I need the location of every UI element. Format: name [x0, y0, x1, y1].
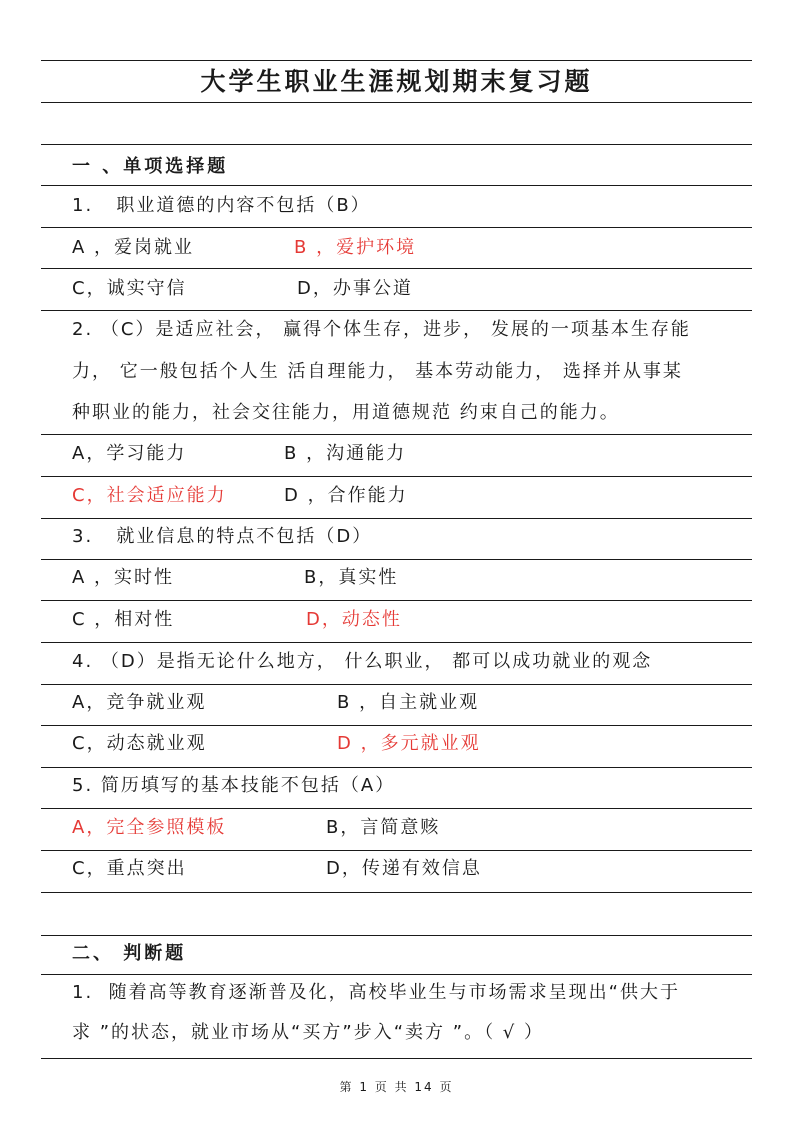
rule [41, 767, 752, 768]
tf-question-1-line-2: 求 ”的状态，就业市场从“买方”步入“卖方 ”。（ √ ） [72, 1022, 544, 1043]
rule [41, 684, 752, 685]
rule [41, 725, 752, 726]
rule [41, 935, 752, 936]
rule [41, 185, 752, 186]
rule [41, 268, 752, 269]
q2-option-c-answer: C，社会适应能力 [72, 485, 227, 506]
question-3: 3. 就业信息的特点不包括（D） [72, 526, 373, 547]
section-heading-choice: 一 、单项选择题 [72, 156, 229, 177]
rule [41, 642, 752, 643]
question-4: 4. （D）是指无论什么地方， 什么职业， 都可以成功就业的观念 [72, 651, 653, 672]
rule [41, 227, 752, 228]
q2-option-b: B ，沟通能力 [284, 443, 407, 464]
rule [41, 974, 752, 975]
rule [41, 60, 752, 61]
q2-option-d: D ，合作能力 [284, 485, 408, 506]
rule [41, 850, 752, 851]
q5-option-c: C，重点突出 [72, 858, 187, 879]
rule [41, 808, 752, 809]
rule [41, 144, 752, 145]
q1-option-a: A ，爱岗就业 [72, 237, 195, 258]
q5-option-a-answer: A，完全参照模板 [72, 817, 227, 838]
rule [41, 600, 752, 601]
q1-option-d: D，办事公道 [297, 278, 413, 299]
q5-option-d: D，传递有效信息 [326, 858, 482, 879]
page-title: 大学生职业生涯规划期末复习题 [200, 67, 593, 96]
q2-option-a: A，学习能力 [72, 443, 187, 464]
q1-option-b-answer: B ，爱护环境 [294, 237, 417, 258]
rule [41, 476, 752, 477]
section-heading-judgment: 二、 判断题 [72, 943, 187, 964]
rule [41, 102, 752, 103]
rule [41, 1058, 752, 1059]
q3-option-d-answer: D，动态性 [306, 609, 402, 630]
rule [41, 892, 752, 893]
q1-option-c: C，诚实守信 [72, 278, 187, 299]
q4-option-d-answer: D ，多元就业观 [337, 733, 481, 754]
question-5: 5. 简历填写的基本技能不包括（A） [72, 775, 396, 796]
q3-option-b: B，真实性 [304, 567, 399, 588]
q3-option-a: A ，实时性 [72, 567, 175, 588]
q4-option-c: C，动态就业观 [72, 733, 207, 754]
question-2-line-1: 2. （C）是适应社会， 赢得个体生存，进步， 发展的一项基本生存能 [72, 319, 691, 340]
rule [41, 559, 752, 560]
question-1: 1. 职业道德的内容不包括（B） [72, 195, 371, 216]
q4-option-a: A，竞争就业观 [72, 692, 207, 713]
q3-option-c: C ，相对性 [72, 609, 175, 630]
question-2-line-3: 种职业的能力，社会交往能力，用道德规范 约束自己的能力。 [72, 402, 620, 423]
q5-option-b: B，言简意赅 [326, 817, 441, 838]
rule [41, 434, 752, 435]
page-footer: 第 1 页 共 14 页 [339, 1080, 454, 1094]
question-2-line-2: 力， 它一般包括个人生 活自理能力， 基本劳动能力， 选择并从事某 [72, 361, 683, 382]
rule [41, 518, 752, 519]
q4-option-b: B ，自主就业观 [337, 692, 480, 713]
tf-question-1-line-1: 1. 随着高等教育逐渐普及化，高校毕业生与市场需求呈现出“供大于 [72, 982, 680, 1003]
rule [41, 310, 752, 311]
